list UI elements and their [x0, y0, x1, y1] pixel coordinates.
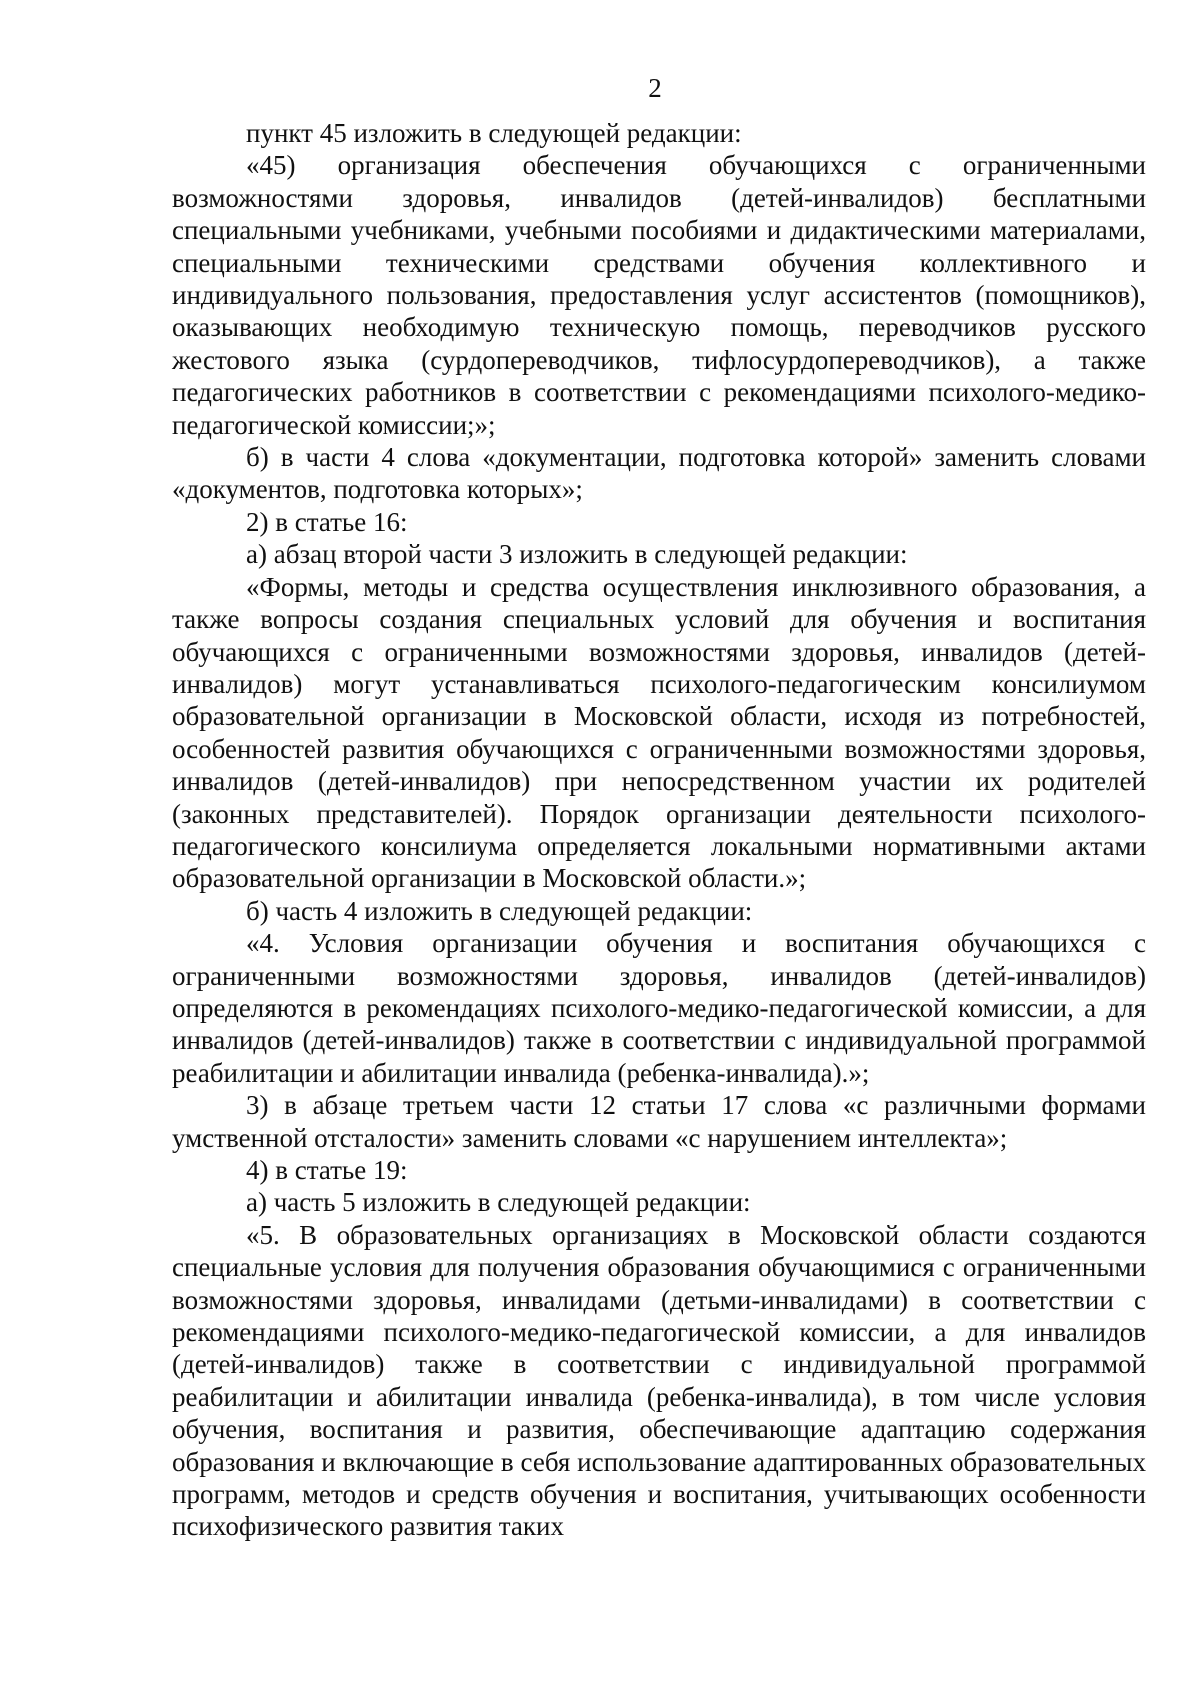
paragraph-article-19-a-intro: а) часть 5 изложить в следующей редакции: [246, 1187, 751, 1218]
paragraph-article-16-b-intro: б) часть 4 изложить в следующей редакции: [246, 895, 753, 926]
paragraph-article-16-a-intro: а) абзац второй части 3 изложить в следующей редакции: [246, 539, 908, 570]
paragraph-article-17-amendment: 3) в абзаце третьем части 12 статьи 17 слова «с различными формами умственной отсталости» заменить словами «с нарушением интеллекта»; [172, 1090, 1146, 1153]
paragraph-item-45-intro: пункт 45 изложить в следующей редакции: [246, 118, 742, 148]
page-number: 2 [648, 73, 662, 103]
paragraph-part-4-amendment: б) в части 4 слова «документации, подготовка которой» заменить словами «документов, подготовка которых»; [172, 442, 1146, 505]
paragraph-article-16-b-text: «4. Условия организации обучения и воспитания обучающихся с ограниченными возможностями здоровья, инвалидов (детей-инвалидов) определяются в рекомендациях психолого-медико-педагогической комиссии, а для инвалидов (детей-инвалидов) также в соответствии с индивидуальной программой реабилитации и абилитации инвалида (ребенка-инвалида).»; [172, 928, 1146, 1088]
paragraph-article-19-heading: 4) в статье 19: [246, 1155, 408, 1185]
paragraph-item-45-text: «45) организация обеспечения обучающихся с ограниченными возможностями здоровья, инвалидов (детей-инвалидов) бесплатными специальными учебниками, учебными пособиями и дидактическими материалами, специальными техническими средствами обучения коллективного и индивидуального пользования, предоставления услуг ассистентов (помощников), оказывающих необходимую техническую помощь, переводчиков русского жестового языка (сурдопереводчиков, тифлосурдопереводчиков), а также педагогических работников в соответствии с рекомендациями психолого-медико-педагогической комиссии;»; [172, 150, 1146, 440]
paragraph-article-19-a-text: «5. В образовательных организациях в Московской области создаются специальные условия для получения образования обучающимися с ограниченными возможностями здоровья, инвалидами (детьми-инвалидами) в соответствии с рекомендациями психолого-медико-педагогической комиссии, а для инвалидов (детей-инвалидов) также в соответствии с индивидуальной программой реабилитации и абилитации инвалида (ребенка-инвалида), в том числе условия обучения, воспитания и развития, обеспечивающие адаптацию содержания образования и включающие в себя использование адаптированных образовательных программ, методов и средств обучения и воспитания, учитывающих особенности психофизического развития таких [172, 1219, 1146, 1542]
document-body [172, 117, 1146, 1543]
paragraph-article-16-a-text: «Формы, методы и средства осуществления инклюзивного образования, а также вопросы создания специальных условий для обучения и воспитания обучающихся с ограниченными возможностями здоровья, инвалидов (детей-инвалидов) могут устанавливаться психолого-педагогическим консилиумом образовательной организации в Московской области, исходя из потребностей, особенностей развития обучающихся с ограниченными возможностями здоровья, инвалидов (детей-инвалидов) при непосредственном участии их родителей (законных представителей). Порядок организации деятельности психолого-педагогического консилиума определяется локальными нормативными актами образовательной организации в Московской области.»; [172, 571, 1146, 894]
paragraph-article-16-heading: 2) в статье 16: [246, 506, 408, 537]
